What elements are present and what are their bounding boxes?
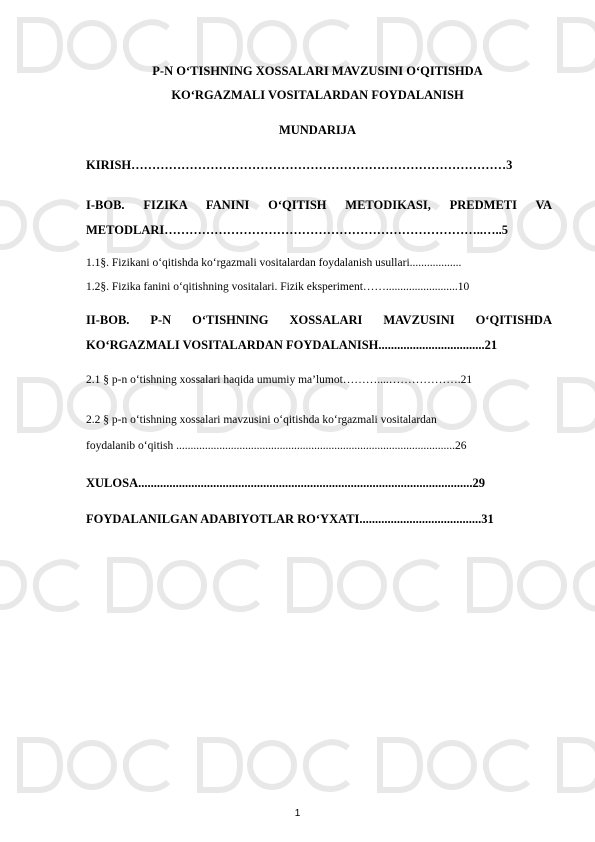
toc-entry-chapter-1-line-2: METODLARI…………………………………………………………………..…..5 (86, 223, 509, 237)
page-number: 1 (294, 808, 301, 819)
toc-entry-chapter-1-line-1: I-BOB. FIZIKA FANINI O‘QITISH METODIKASI, PREDMETI VA (86, 198, 552, 212)
toc-entry-xulosa: XULOSA...........................................................................................................29 (86, 476, 485, 490)
toc-entry-section-1-2: 1.2§. Fizika fanini o‘qitishning vositalari. Fizik eksperiment…….........................10 (86, 281, 470, 293)
toc-entry-chapter-2-line-1: II-BOB. P-N O‘TISHNING XOSSALARI MAVZUSINI O‘QITISHDA (86, 313, 552, 327)
toc-entry-foydalanilgan-adabiyotlar: FOYDALANILGAN ADABIYOTLAR RO‘YXATI.......................................31 (86, 512, 494, 526)
toc-entry-section-2-1: 2.1 § p-n o‘tishning xossalari haqida umumiy ma’lumot………....……………….21 (86, 374, 473, 386)
document-title-line-2: KO‘RGAZMALI VOSITALARDAN FOYDALANISH (171, 88, 464, 102)
toc-entry-section-1-1: 1.1§. Fizikani o‘qitishda ko‘rgazmali vositalardan foydalanish usullari.................. (86, 257, 462, 269)
toc-heading: MUNDARIJA (278, 123, 357, 137)
toc-entry-kirish: KIRISH………………………………………………………………………………3 (86, 158, 513, 172)
toc-entry-section-2-2-line-1: 2.2 § p-n o‘tishning xossalari mavzusini o‘qitishda ko‘rgazmali vositalardan (86, 414, 437, 426)
document-title-line-1: P-N O‘TISHNING XOSSALARI MAVZUSINI O‘QITISHDA (152, 64, 483, 78)
toc-entry-section-2-2-line-2: foydalanib o‘qitish .................................................................................................26 (86, 440, 467, 452)
toc-entry-chapter-2-line-2: KO‘RGAZMALI VOSITALARDAN FOYDALANISH..................................21 (86, 338, 498, 352)
